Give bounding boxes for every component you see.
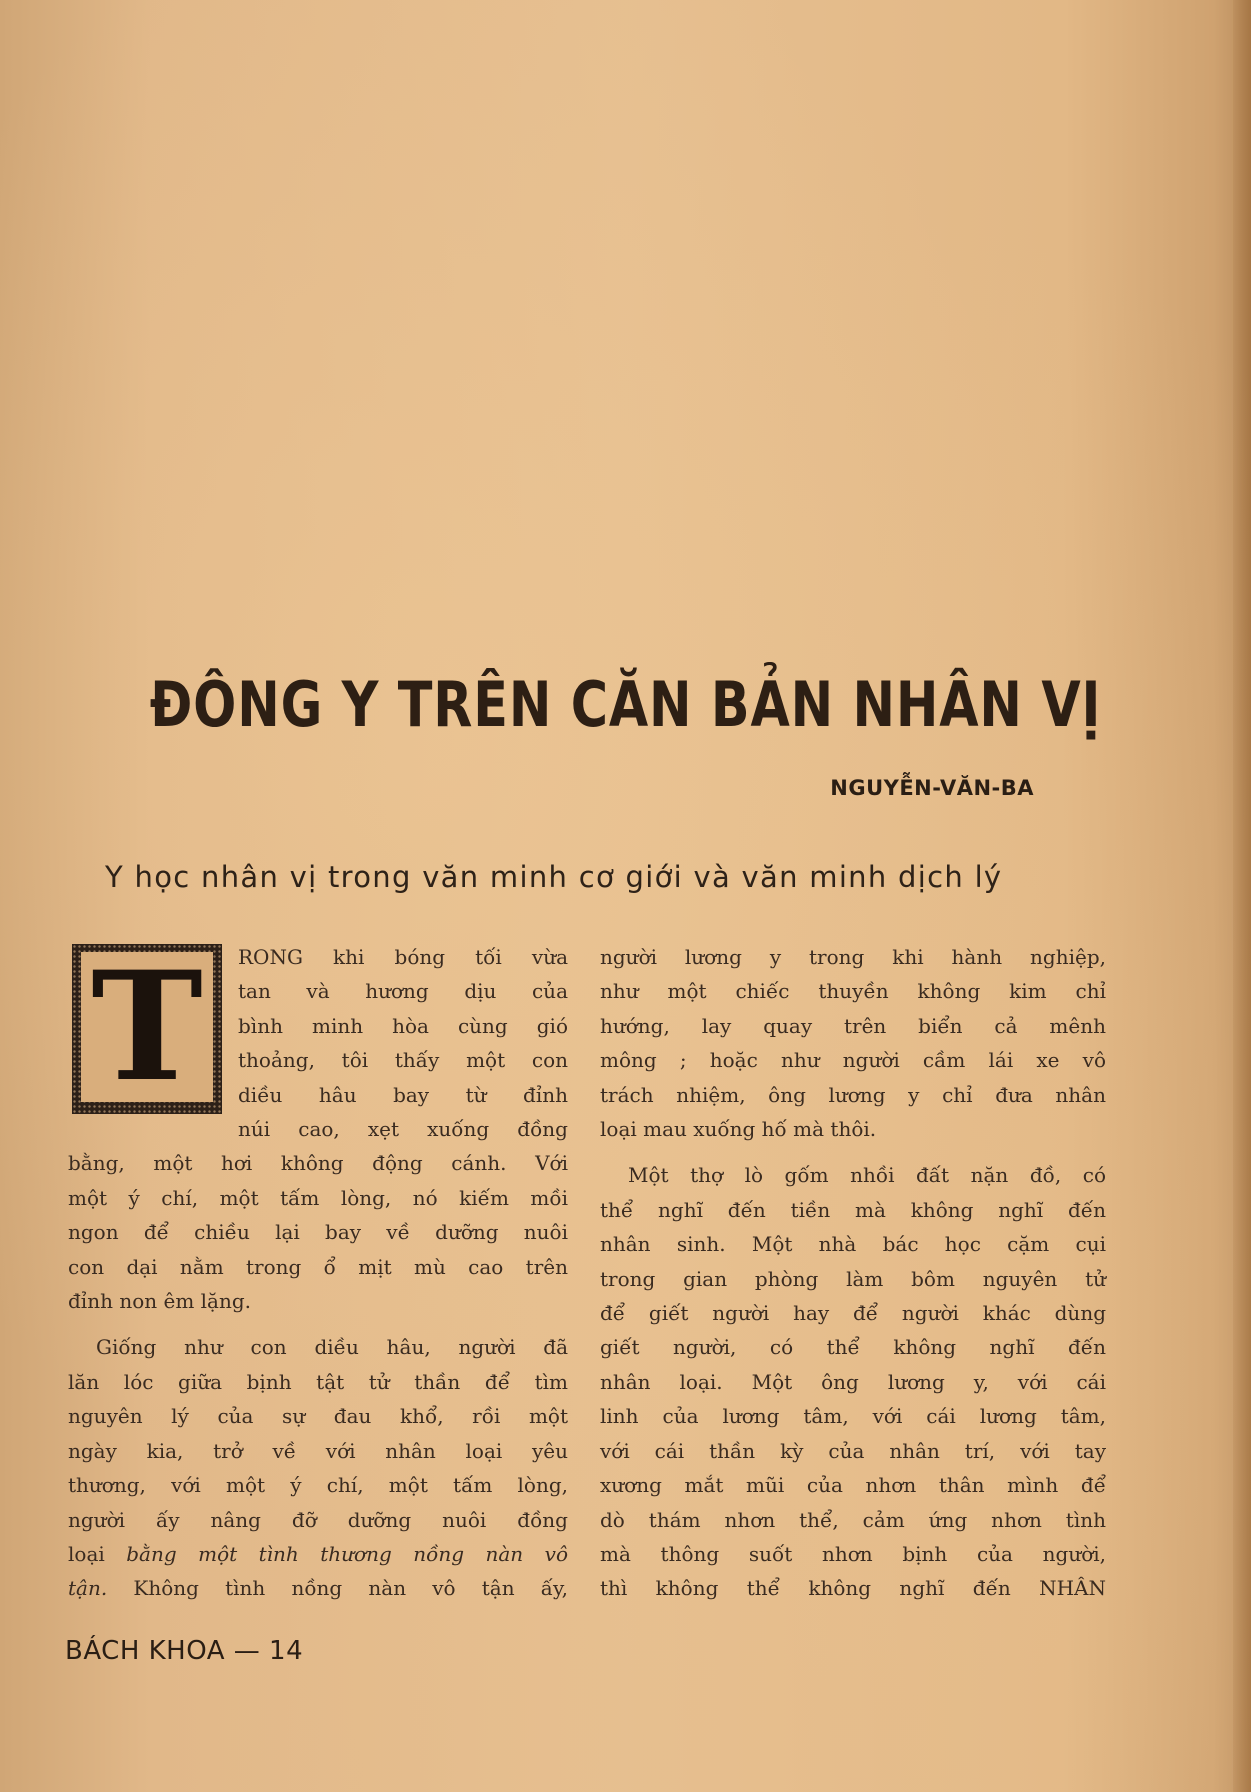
text-line: người lương y trong khi hành nghiệp,: [600, 945, 1106, 969]
paragraph-4: [600, 1158, 1106, 1605]
text-line: dò thám nhơn thể, cảm ứng nhơn tình: [600, 1507, 1106, 1532]
paragraph-2: [68, 1330, 568, 1605]
text-line: Một thợ lò gốm nhồi đất nặn đồ, có: [628, 1163, 1106, 1188]
text-fragment: loại: [68, 1541, 105, 1566]
text-line: trong gian phòng làm bôm nguyên tử: [600, 1266, 1106, 1291]
text-line: nhân loại. Một ông lương y, với cái: [600, 1369, 1106, 1394]
text-line: lăn lóc giữa bịnh tật tử thần để tìm: [68, 1369, 568, 1394]
text-line: với cái thần kỳ của nhân trí, với tay: [600, 1438, 1106, 1463]
text-line: thể nghĩ đến tiền mà không nghĩ đến: [600, 1197, 1106, 1222]
text-line: ngon để chiều lại bay về dưỡng nuôi: [68, 1220, 568, 1245]
text-line: ngày kia, trở về với nhân loại yêu: [68, 1438, 568, 1463]
left-column: [68, 940, 568, 1618]
text-line: như một chiếc thuyền không kim chỉ: [600, 979, 1106, 1004]
article-author: NGUYỄN-VĂN-BA: [830, 776, 1034, 800]
dropcap-block: [68, 939, 228, 1134]
text-line: bình minh hòa cùng gió: [238, 1013, 568, 1038]
text-line: Giống như con diều hâu, người đã: [96, 1335, 568, 1360]
page-edge-shadow: [1233, 0, 1251, 1792]
italic-emphasis: tận.: [68, 1576, 108, 1601]
text-line: [68, 1571, 568, 1605]
dropcap-ornament: [72, 939, 222, 1115]
text-line: nhân sinh. Một nhà bác học cặm cụi: [600, 1232, 1106, 1257]
text-line: trách nhiệm, ông lương y chỉ đưa nhân: [600, 1082, 1106, 1107]
text-line: RONG khi bóng tối vừa: [238, 945, 568, 969]
italic-emphasis: bằng một tình thương nồng nàn vô: [126, 1541, 568, 1566]
text-line: diều hâu bay từ đỉnh: [238, 1082, 568, 1107]
right-column: [600, 940, 1106, 1618]
text-line: mông ; hoặc như người cầm lái xe vô: [600, 1048, 1106, 1073]
text-line: thì không thể không nghĩ đến NHÂN: [600, 1576, 1106, 1601]
page-footer: BÁCH KHOA — 14: [65, 1636, 304, 1666]
text-line: để giết người hay để người khác dùng: [600, 1301, 1106, 1326]
text-fragment: Không tình nồng nàn vô tận ấy,: [133, 1576, 569, 1601]
text-line: xương mắt mũi của nhơn thân mình để: [600, 1473, 1106, 1498]
dropcap-letter: T: [81, 952, 213, 1102]
text-line: thoảng, tôi thấy một con: [238, 1048, 568, 1073]
text-line: loại mau xuống hố mà thôi.: [600, 1117, 877, 1142]
text-line: thương, với một ý chí, một tấm lòng,: [68, 1473, 568, 1498]
text-line: bằng, một hơi không động cánh. Với: [68, 1151, 568, 1176]
text-line: hướng, lay quay trên biển cả mênh: [600, 1013, 1106, 1038]
text-line: linh của lương tâm, với cái lương tâm,: [600, 1404, 1106, 1429]
text-line: con dại nằm trong ổ mịt mù cao trên: [68, 1254, 568, 1279]
article-subtitle: Y học nhân vị trong văn minh cơ giới và văn minh dịch lý: [105, 860, 1003, 894]
text-line: [68, 1537, 568, 1571]
article-title: ĐÔNG Y TRÊN CĂN BẢN NHÂN VỊ: [149, 668, 1102, 741]
text-line: đỉnh non êm lặng.: [68, 1289, 251, 1314]
text-line: nguyên lý của sự đau khổ, rồi một: [68, 1404, 568, 1429]
text-line: núi cao, xẹt xuống đồng: [238, 1117, 568, 1142]
paragraph-3: [600, 940, 1106, 1146]
text-line: người ấy nâng đỡ dưỡng nuôi đồng: [68, 1507, 568, 1532]
text-line: một ý chí, một tấm lòng, nó kiếm mồi: [68, 1185, 568, 1210]
text-line: mà thông suốt nhơn bịnh của người,: [600, 1541, 1106, 1566]
text-line: tan và hương dịu của: [238, 979, 568, 1004]
text-line: giết người, có thể không nghĩ đến: [600, 1335, 1106, 1360]
